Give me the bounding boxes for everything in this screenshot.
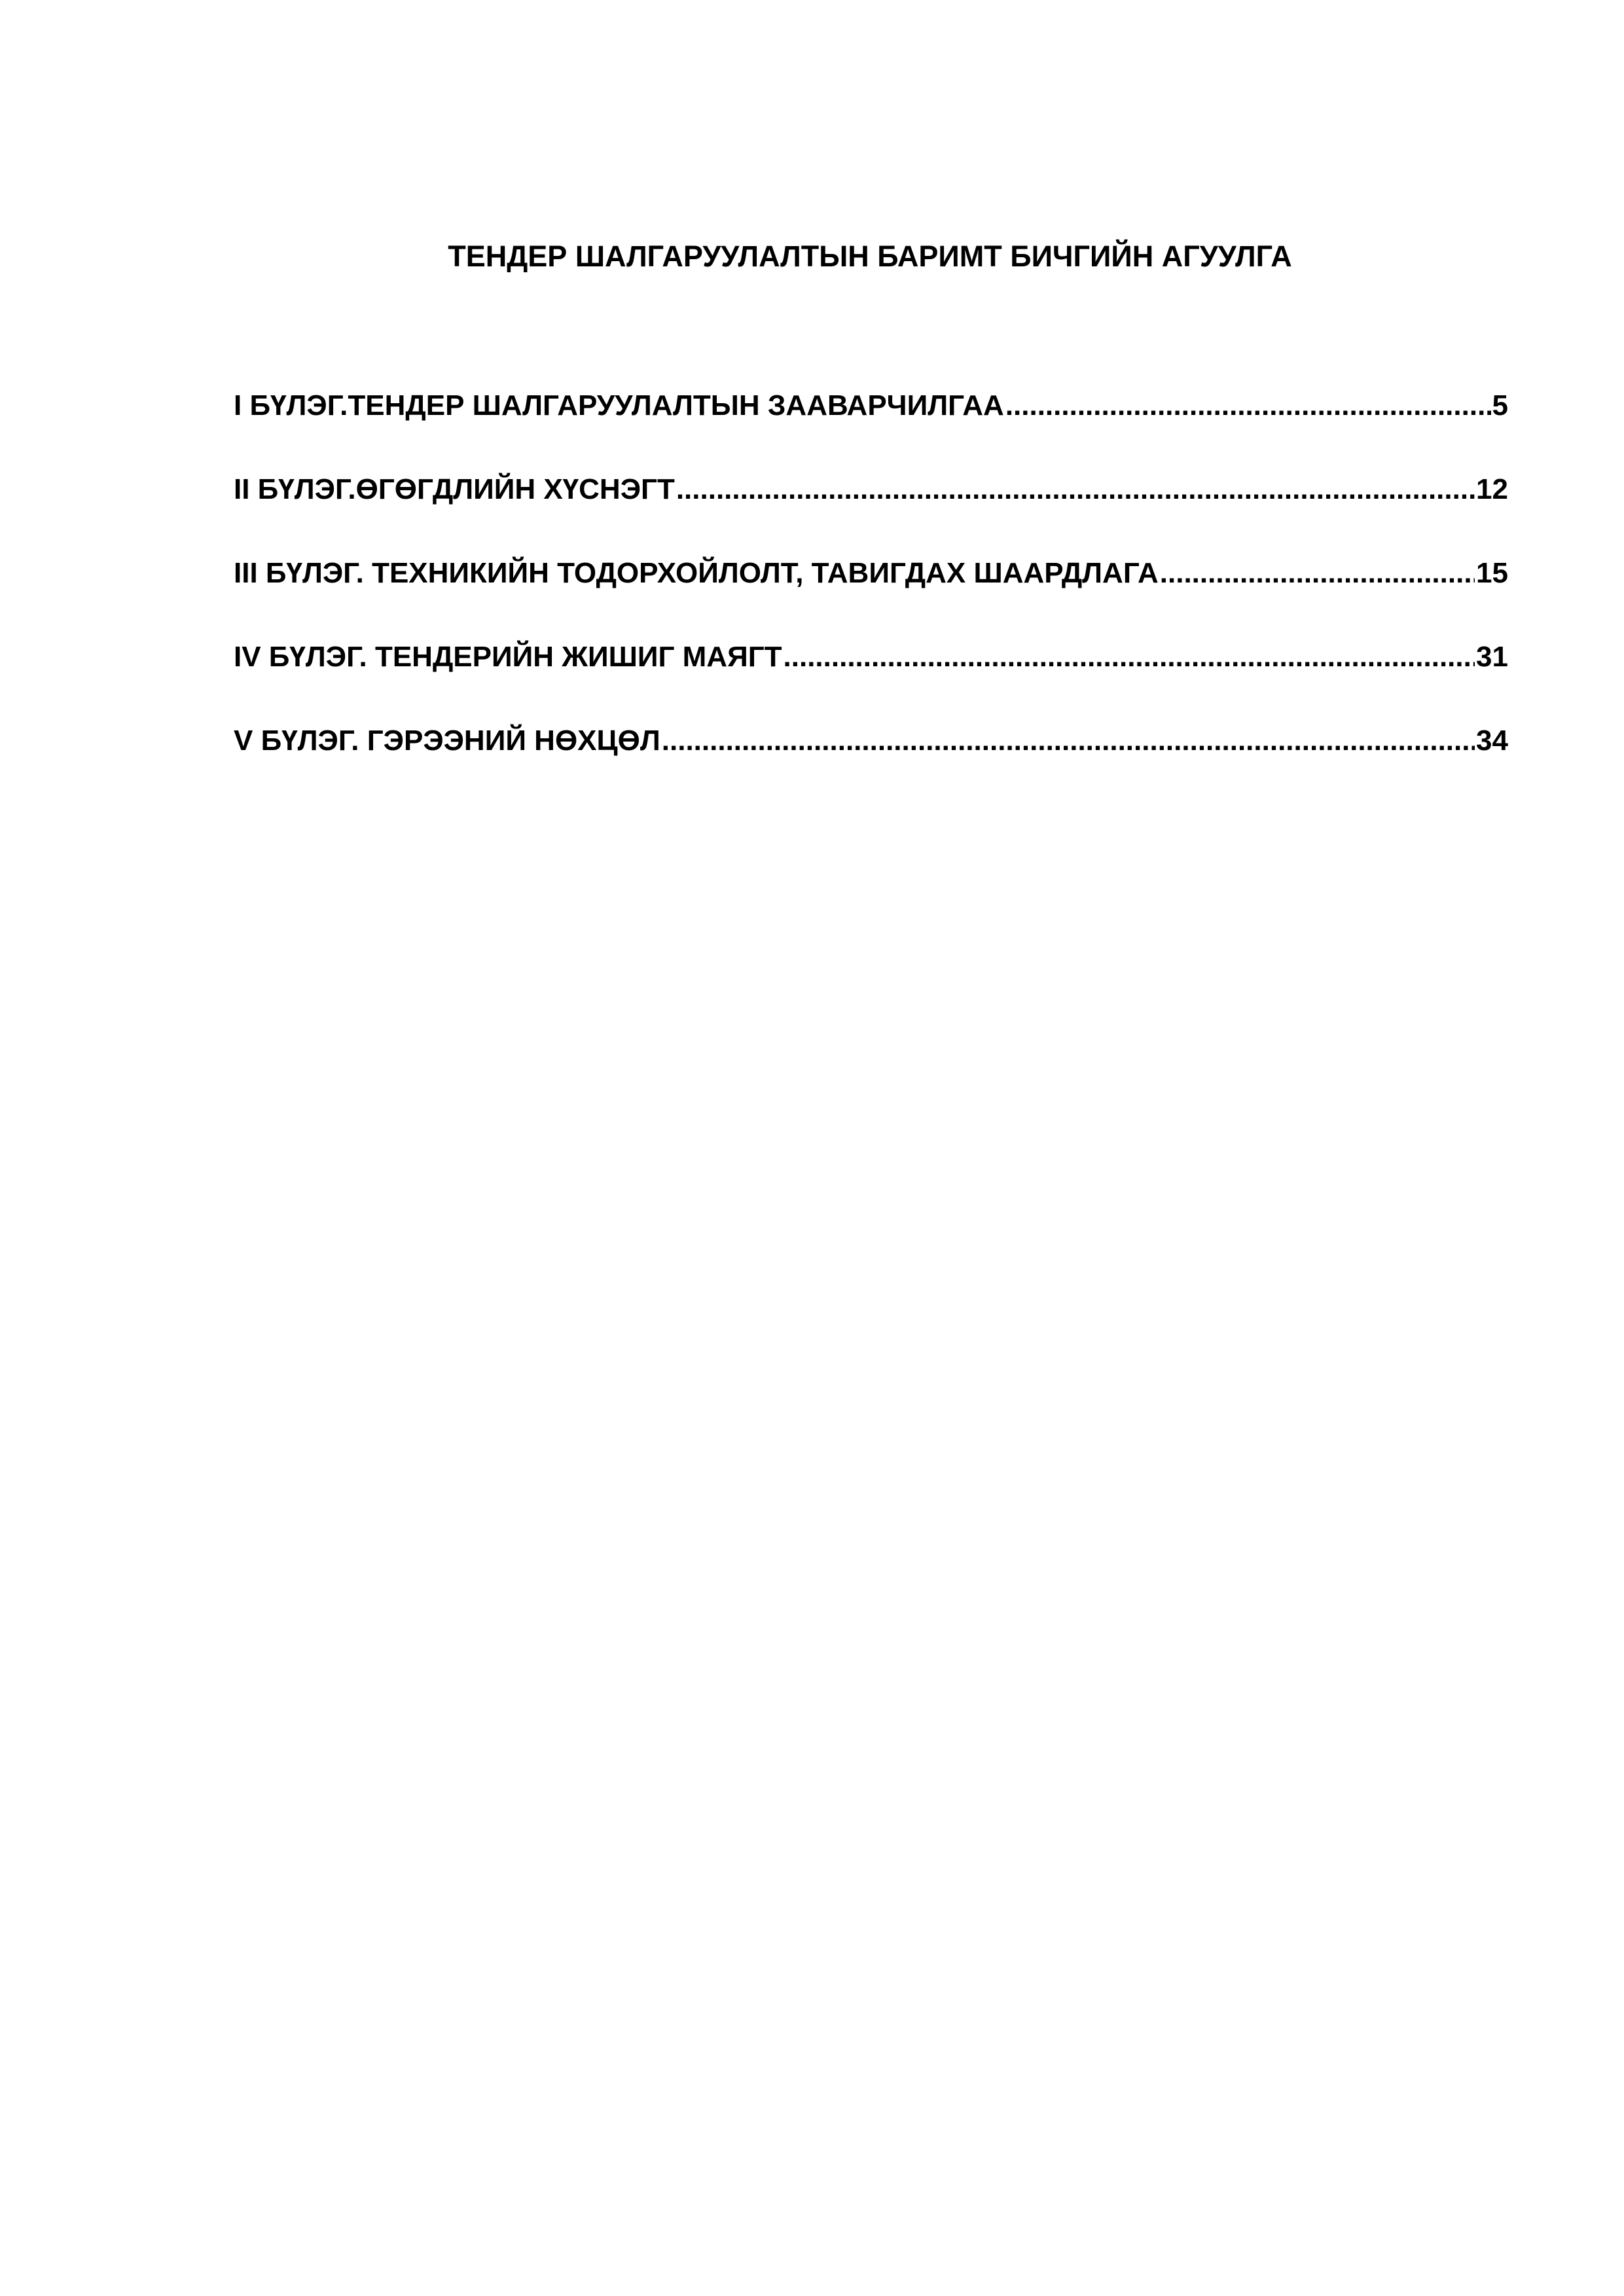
- toc-page-number: 34: [1476, 725, 1508, 757]
- table-of-contents: [234, 386, 1508, 805]
- toc-entry-chapter-2[interactable]: [234, 470, 1508, 554]
- toc-page-number: 12: [1476, 473, 1508, 505]
- toc-entry-label: IV БҮЛЭГ. ТЕНДЕРИЙН ЖИШИГ МАЯГТ: [234, 641, 782, 673]
- toc-dot-leader: [784, 637, 1475, 677]
- toc-page-number: 15: [1476, 557, 1508, 589]
- toc-entry-label: II БҮЛЭГ.ӨГӨГДЛИЙН ХҮСНЭГТ: [234, 473, 675, 505]
- toc-entry-chapter-4[interactable]: [234, 637, 1508, 721]
- document-title: ТЕНДЕР ШАЛГАРУУЛАЛТЫН БАРИМТ БИЧГИЙН АГУУЛГА: [448, 240, 1292, 273]
- toc-dot-leader: [676, 470, 1475, 509]
- toc-entry-label: I БҮЛЭГ.ТЕНДЕР ШАЛГАРУУЛАЛТЫН ЗААВАРЧИЛГАА: [234, 389, 1004, 422]
- toc-page-number: 5: [1492, 389, 1508, 422]
- toc-entry-label: III БҮЛЭГ. ТЕХНИКИЙН ТОДОРХОЙЛОЛТ, ТАВИГДАХ ШААРДЛАГА: [234, 557, 1159, 589]
- toc-dot-leader: [1005, 386, 1491, 425]
- toc-dot-leader: [1160, 554, 1475, 593]
- toc-dot-leader: [662, 721, 1475, 761]
- toc-entry-chapter-5[interactable]: [234, 721, 1508, 805]
- toc-entry-label: V БҮЛЭГ. ГЭРЭЭНИЙ НӨХЦӨЛ: [234, 725, 660, 757]
- toc-page-number: 31: [1476, 641, 1508, 673]
- toc-entry-chapter-1[interactable]: [234, 386, 1508, 470]
- toc-entry-chapter-3[interactable]: [234, 554, 1508, 637]
